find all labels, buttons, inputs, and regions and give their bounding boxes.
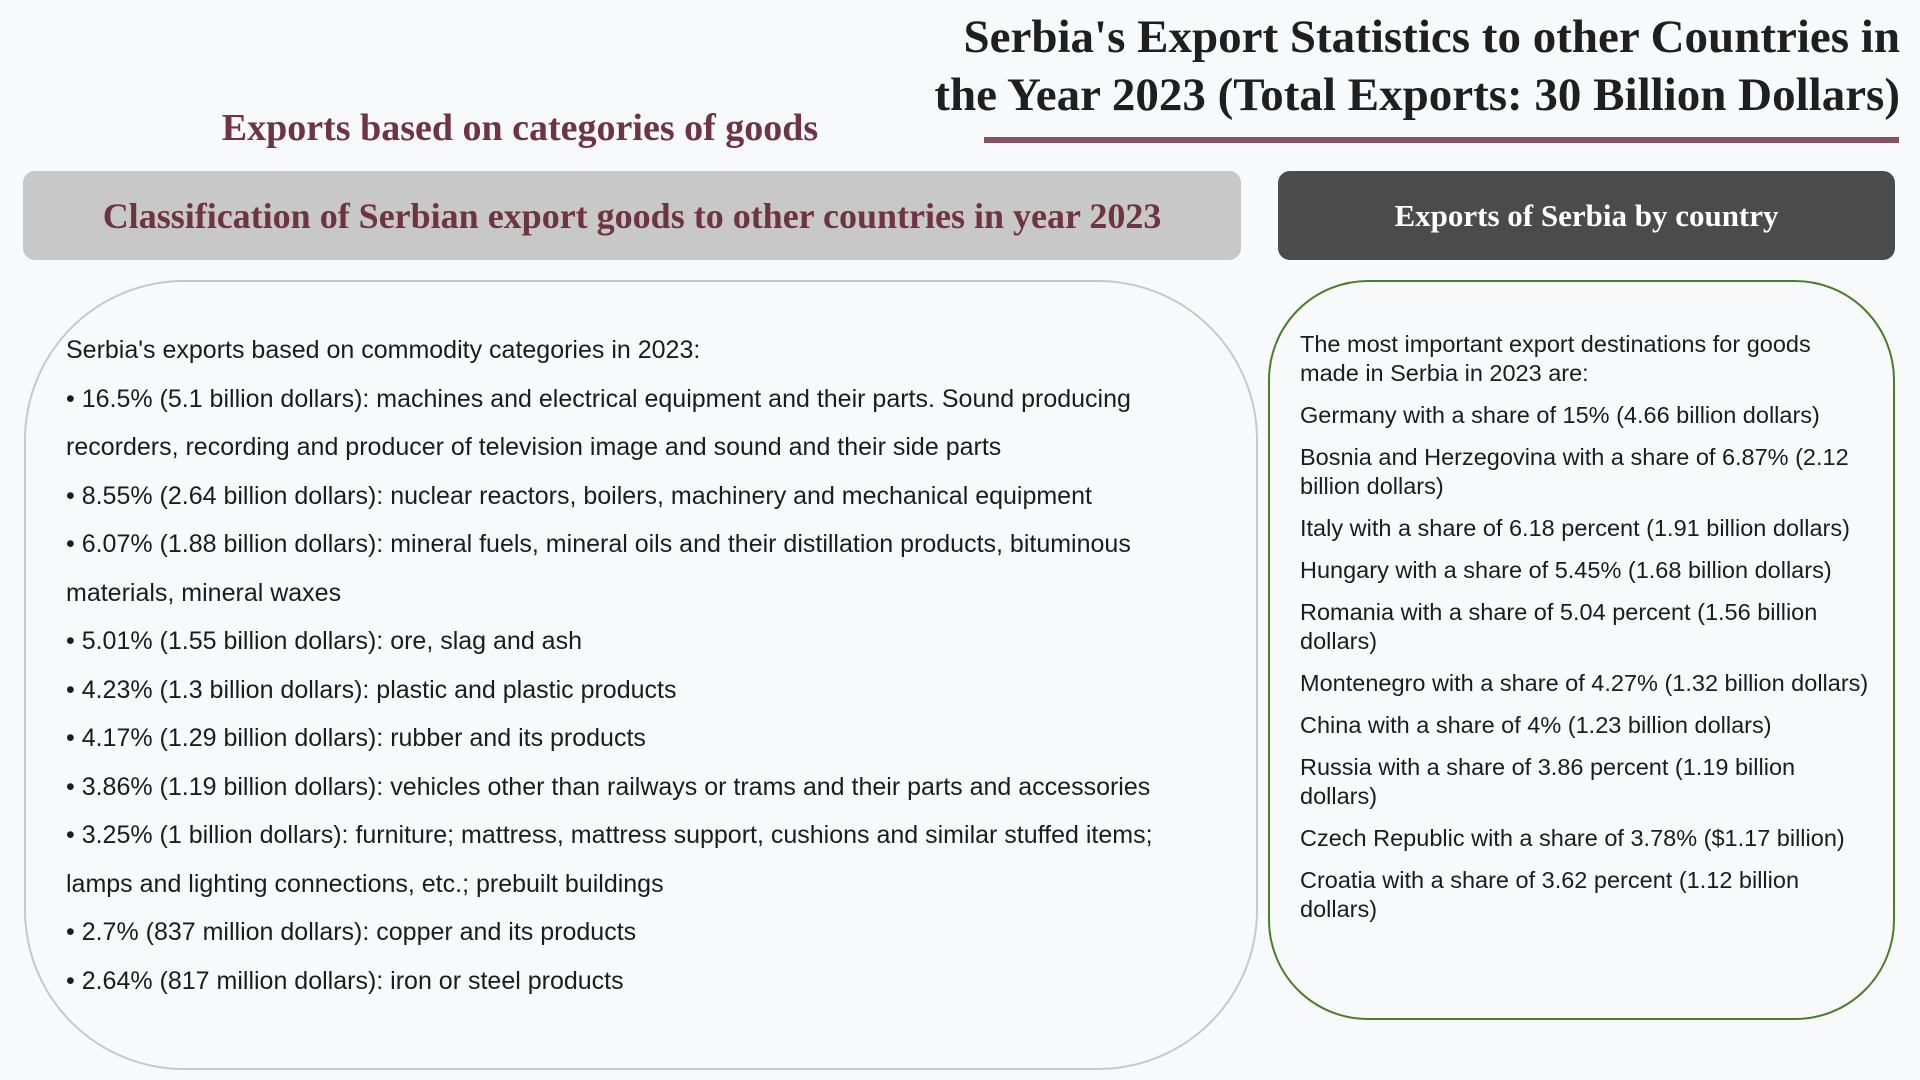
country-item: Croatia with a share of 3.62 percent (1.12 billion dollars): [1300, 867, 1800, 922]
page-title-line-1: Serbia's Export Statistics to other Countries in: [963, 11, 1900, 63]
country-item: China with a share of 4% (1.23 billion dollars): [1300, 712, 1772, 738]
countries-heading-bar: [1278, 171, 1895, 260]
categories-heading-bar: [23, 171, 1241, 260]
categories-heading: Classification of Serbian export goods to other countries in year 2023: [102, 195, 1162, 236]
title-underline: [984, 137, 1899, 143]
countries-list: [1300, 401, 1873, 924]
country-item: Bosnia and Herzegovina with a share of 6.87% (2.12 billion dollars): [1300, 444, 1849, 499]
country-item: Germany with a share of 15% (4.66 billion dollars): [1300, 402, 1820, 428]
category-item: • 16.5% (5.1 billion dollars): machines and electrical equipment and their parts. Sound producing recorders, recording and producer of television image and sound and their side parts: [66, 384, 1131, 461]
country-item: Romania with a share of 5.04 percent (1.56 billion dollars): [1300, 599, 1818, 654]
countries-heading: Exports of Serbia by country: [1394, 197, 1779, 233]
countries-panel: [1268, 280, 1895, 1020]
country-item: Russia with a share of 3.86 percent (1.19 billion dollars): [1300, 754, 1796, 809]
categories-list: [66, 375, 1216, 1006]
categories-panel: [24, 280, 1258, 1070]
country-item: Hungary with a share of 5.45% (1.68 billion dollars): [1300, 557, 1832, 583]
country-item: Montenegro with a share of 4.27% (1.32 billion dollars): [1300, 670, 1869, 696]
country-item: Italy with a share of 6.18 percent (1.91 billion dollars): [1300, 515, 1850, 541]
categories-intro: Serbia's exports based on commodity categories in 2023:: [66, 336, 701, 364]
category-item: • 3.86% (1.19 billion dollars): vehicles other than railways or trams and their parts and accessories: [66, 772, 1151, 801]
category-item: • 6.07% (1.88 billion dollars): mineral fuels, mineral oils and their distillation products, bituminous materials, mineral waxes: [66, 530, 1131, 607]
category-item: • 4.17% (1.29 billion dollars): rubber and its products: [66, 724, 646, 752]
category-item: • 2.7% (837 million dollars): copper and its products: [66, 918, 637, 946]
category-item: • 4.23% (1.3 billion dollars): plastic and plastic products: [66, 675, 677, 704]
page-title-line-2: the Year 2023 (Total Exports: 30 Billion Dollars): [934, 69, 1900, 121]
countries-intro: The most important export destinations for goods made in Serbia in 2023 are:: [1300, 331, 1811, 386]
section-subtitle: Exports based on categories of goods: [221, 107, 819, 149]
category-item: • 2.64% (817 million dollars): iron or steel products: [66, 966, 624, 995]
category-item: • 8.55% (2.64 billion dollars): nuclear reactors, boilers, machinery and mechanical equipment: [66, 481, 1092, 510]
category-item: • 5.01% (1.55 billion dollars): ore, slag and ash: [66, 627, 582, 655]
country-item: Czech Republic with a share of 3.78% ($1.17 billion): [1300, 825, 1845, 851]
category-item: • 3.25% (1 billion dollars): furniture; mattress, mattress support, cushions and similar stuffed items; lamps and lighting connections, etc.; prebuilt buildings: [66, 821, 1153, 898]
